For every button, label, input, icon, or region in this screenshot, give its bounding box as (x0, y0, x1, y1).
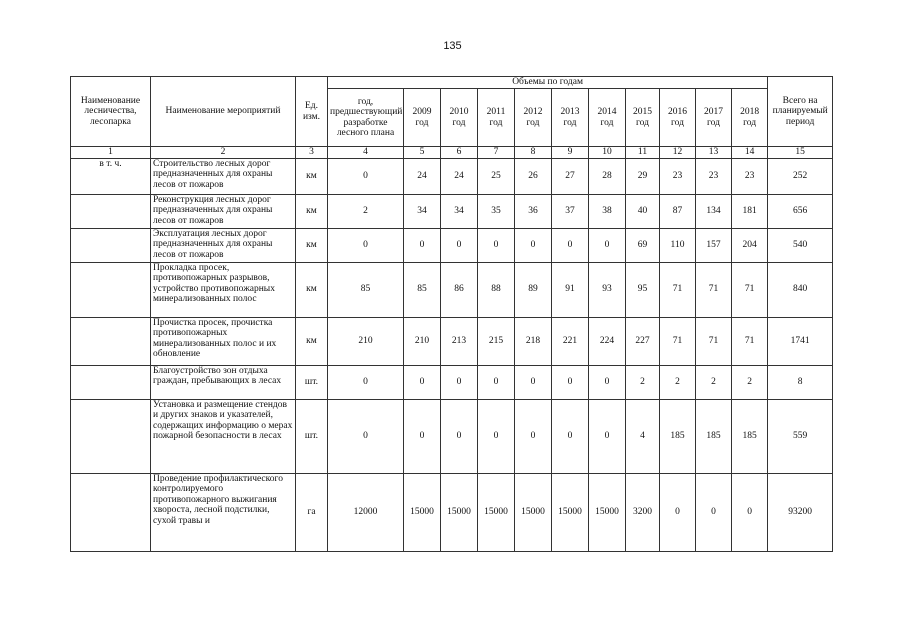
unit-cell: шт. (296, 365, 328, 399)
value-cell: 0 (660, 473, 696, 551)
value-cell: 71 (660, 317, 696, 365)
column-number: 11 (626, 147, 660, 159)
header-year: 2014 год (589, 89, 626, 147)
total-cell: 8 (768, 365, 833, 399)
value-cell: 224 (589, 317, 626, 365)
value-cell: 110 (660, 228, 696, 262)
total-cell: 656 (768, 194, 833, 228)
value-cell: 29 (626, 158, 660, 194)
value-cell: 0 (441, 365, 478, 399)
value-cell: 2 (328, 194, 404, 228)
column-number: 6 (441, 147, 478, 159)
value-cell: 0 (732, 473, 768, 551)
value-cell: 24 (404, 158, 441, 194)
header-year: 2015 год (626, 89, 660, 147)
header-year: 2016 год (660, 89, 696, 147)
value-cell: 15000 (404, 473, 441, 551)
column-number: 5 (404, 147, 441, 159)
value-cell: 0 (328, 158, 404, 194)
table-row (71, 158, 833, 194)
column-number: 2 (151, 147, 296, 159)
unit-cell: км (296, 228, 328, 262)
table-row (71, 317, 833, 365)
total-cell: 1741 (768, 317, 833, 365)
unit-cell: км (296, 262, 328, 317)
unit-cell: км (296, 158, 328, 194)
column-number: 12 (660, 147, 696, 159)
table-body (71, 158, 833, 551)
value-cell: 157 (696, 228, 732, 262)
value-cell: 221 (552, 317, 589, 365)
value-cell: 0 (478, 228, 515, 262)
value-cell: 0 (441, 228, 478, 262)
column-number: 9 (552, 147, 589, 159)
forestry-cell (71, 365, 151, 399)
value-cell: 0 (328, 228, 404, 262)
value-cell: 71 (732, 262, 768, 317)
value-cell: 0 (404, 399, 441, 473)
value-cell: 71 (660, 262, 696, 317)
header-year: 2012 год (515, 89, 552, 147)
value-cell: 93 (589, 262, 626, 317)
total-cell: 93200 (768, 473, 833, 551)
header-year: 2018 год (732, 89, 768, 147)
value-cell: 40 (626, 194, 660, 228)
value-cell: 0 (328, 365, 404, 399)
value-cell: 0 (441, 399, 478, 473)
value-cell: 181 (732, 194, 768, 228)
value-cell: 71 (696, 317, 732, 365)
header-volumes: Объемы по годам (328, 77, 768, 89)
column-number: 1 (71, 147, 151, 159)
value-cell: 0 (515, 228, 552, 262)
forestry-cell (71, 399, 151, 473)
forestry-cell (71, 194, 151, 228)
total-cell: 840 (768, 262, 833, 317)
value-cell: 210 (328, 317, 404, 365)
value-cell: 95 (626, 262, 660, 317)
value-cell: 0 (478, 365, 515, 399)
activity-name: Благоустройство зон отдыха граждан, пребывающих в лесах (151, 365, 296, 399)
unit-cell: шт. (296, 399, 328, 473)
value-cell: 215 (478, 317, 515, 365)
value-cell: 15000 (552, 473, 589, 551)
value-cell: 34 (404, 194, 441, 228)
column-number: 3 (296, 147, 328, 159)
value-cell: 71 (696, 262, 732, 317)
value-cell: 69 (626, 228, 660, 262)
value-cell: 0 (589, 228, 626, 262)
header-year: 2009 год (404, 89, 441, 147)
value-cell: 71 (732, 317, 768, 365)
activity-name: Эксплуатация лесных дорог предназначенных для охраны лесов от пожаров (151, 228, 296, 262)
value-cell: 0 (404, 228, 441, 262)
value-cell: 2 (660, 365, 696, 399)
value-cell: 185 (660, 399, 696, 473)
value-cell: 2 (732, 365, 768, 399)
value-cell: 24 (441, 158, 478, 194)
value-cell: 4 (626, 399, 660, 473)
header-year: 2010 год (441, 89, 478, 147)
value-cell: 37 (552, 194, 589, 228)
value-cell: 185 (732, 399, 768, 473)
value-cell: 3200 (626, 473, 660, 551)
value-cell: 0 (552, 228, 589, 262)
table-row (71, 365, 833, 399)
value-cell: 0 (552, 399, 589, 473)
forestry-cell (71, 317, 151, 365)
value-cell: 218 (515, 317, 552, 365)
value-cell: 0 (515, 365, 552, 399)
table-row (71, 399, 833, 473)
table-row (71, 194, 833, 228)
activity-name: Установка и размещение стендов и других знаков и указателей, содержащих информацию о мерах пожарной безопасности в лесах (151, 399, 296, 473)
value-cell: 23 (696, 158, 732, 194)
value-cell: 23 (660, 158, 696, 194)
value-cell: 87 (660, 194, 696, 228)
column-number: 14 (732, 147, 768, 159)
value-cell: 0 (478, 399, 515, 473)
value-cell: 23 (732, 158, 768, 194)
header-unit: Ед. изм. (296, 77, 328, 147)
value-cell: 2 (696, 365, 732, 399)
column-number: 13 (696, 147, 732, 159)
value-cell: 86 (441, 262, 478, 317)
header-year: 2011 год (478, 89, 515, 147)
value-cell: 25 (478, 158, 515, 194)
value-cell: 134 (696, 194, 732, 228)
value-cell: 27 (552, 158, 589, 194)
value-cell: 0 (589, 399, 626, 473)
value-cell: 0 (404, 365, 441, 399)
forestry-cell (71, 473, 151, 551)
value-cell: 227 (626, 317, 660, 365)
value-cell: 204 (732, 228, 768, 262)
value-cell: 38 (589, 194, 626, 228)
value-cell: 91 (552, 262, 589, 317)
column-number: 15 (768, 147, 833, 159)
value-cell: 213 (441, 317, 478, 365)
total-cell: 540 (768, 228, 833, 262)
unit-cell: км (296, 317, 328, 365)
column-number: 7 (478, 147, 515, 159)
value-cell: 15000 (441, 473, 478, 551)
header-year: 2017 год (696, 89, 732, 147)
header-forestry: Наименование лесничества, лесопарка (71, 77, 151, 147)
forestry-cell: в т. ч. (71, 158, 151, 194)
activity-name: Реконструкция лесных дорог предназначенных для охраны лесов от пожаров (151, 194, 296, 228)
value-cell: 88 (478, 262, 515, 317)
activity-name: Проведение профилактического контролируемого противопожарного выжигания хвороста, лесной подстилки, сухой травы и (151, 473, 296, 551)
value-cell: 0 (589, 365, 626, 399)
unit-cell: га (296, 473, 328, 551)
table-row (71, 262, 833, 317)
header-total: Всего на планируемый период (768, 77, 833, 147)
value-cell: 12000 (328, 473, 404, 551)
table-row (71, 473, 833, 551)
value-cell: 35 (478, 194, 515, 228)
header-column-numbers (71, 147, 833, 159)
activity-name: Строительство лесных дорог предназначенных для охраны лесов от пожаров (151, 158, 296, 194)
header-year: год, предшествующий разработке лесного плана (328, 89, 404, 147)
value-cell: 36 (515, 194, 552, 228)
value-cell: 28 (589, 158, 626, 194)
value-cell: 85 (328, 262, 404, 317)
table-header (71, 77, 833, 159)
value-cell: 89 (515, 262, 552, 317)
page-number: 135 (443, 40, 462, 52)
value-cell: 0 (328, 399, 404, 473)
unit-cell: км (296, 194, 328, 228)
value-cell: 0 (515, 399, 552, 473)
activity-name: Прокладка просек, противопожарных разрывов, устройство противопожарных минерализованных полос (151, 262, 296, 317)
value-cell: 185 (696, 399, 732, 473)
value-cell: 0 (552, 365, 589, 399)
total-cell: 252 (768, 158, 833, 194)
forestry-cell (71, 262, 151, 317)
header-year: 2013 год (552, 89, 589, 147)
column-number: 8 (515, 147, 552, 159)
value-cell: 2 (626, 365, 660, 399)
value-cell: 85 (404, 262, 441, 317)
total-cell: 559 (768, 399, 833, 473)
value-cell: 26 (515, 158, 552, 194)
value-cell: 34 (441, 194, 478, 228)
forest-plan-table (70, 76, 833, 552)
value-cell: 15000 (515, 473, 552, 551)
value-cell: 210 (404, 317, 441, 365)
value-cell: 15000 (478, 473, 515, 551)
column-number: 10 (589, 147, 626, 159)
header-activity: Наименование мероприятий (151, 77, 296, 147)
column-number: 4 (328, 147, 404, 159)
activity-name: Прочистка просек, прочистка противопожарных минерализованных полос и их обновление (151, 317, 296, 365)
table-row (71, 228, 833, 262)
value-cell: 15000 (589, 473, 626, 551)
value-cell: 0 (696, 473, 732, 551)
forestry-cell (71, 228, 151, 262)
